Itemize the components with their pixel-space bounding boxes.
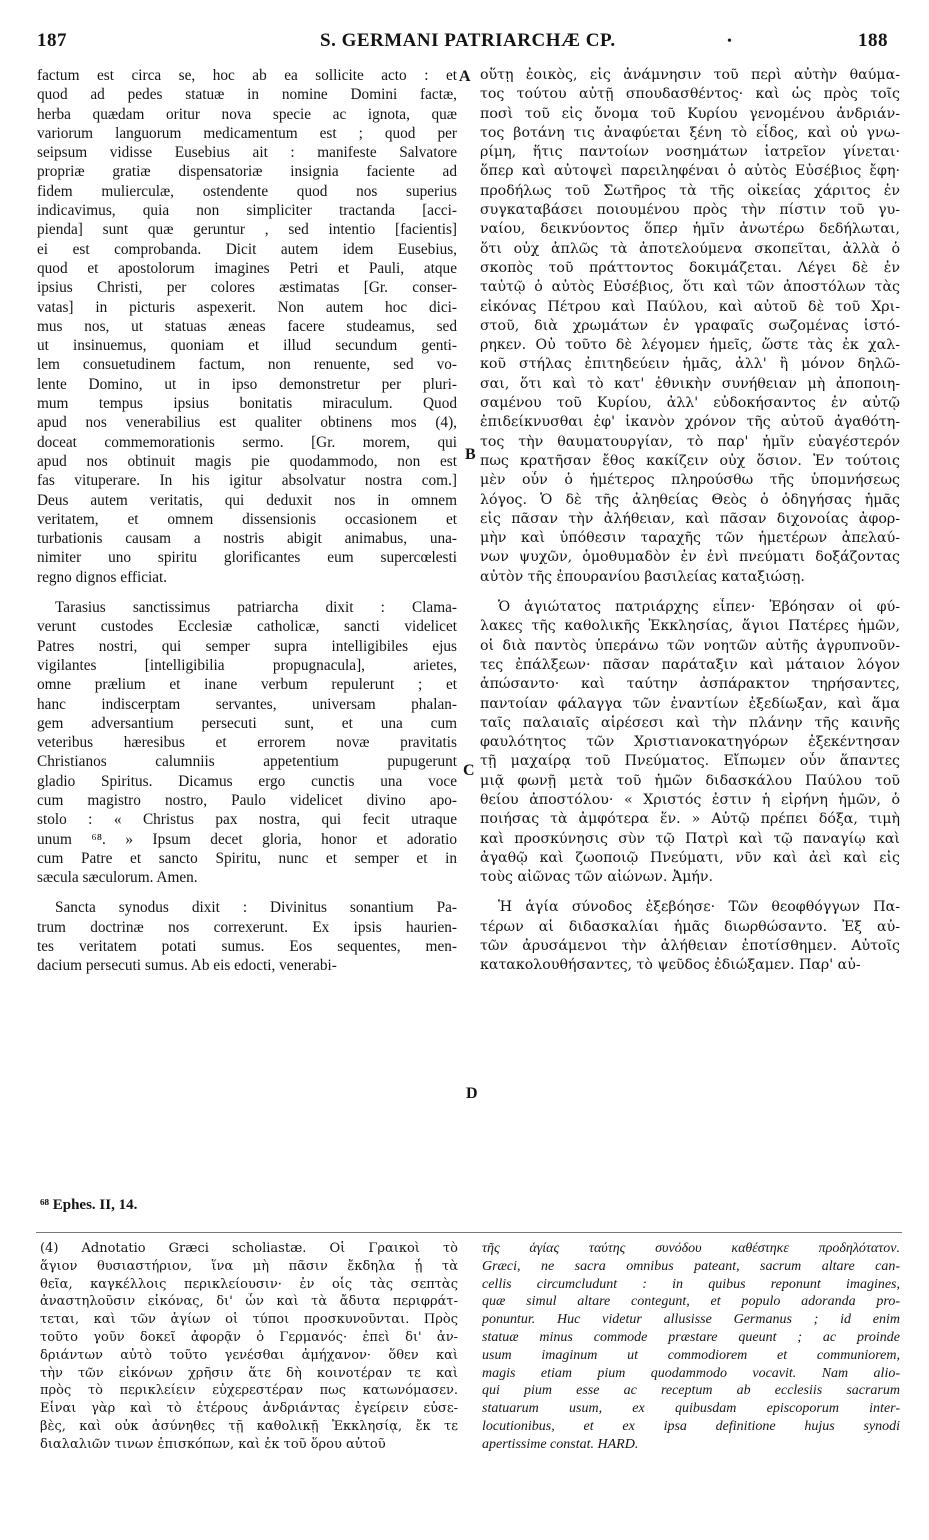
text-line: factum est circa se, hoc ab ea sollicite acto : et <box>37 67 457 84</box>
text-line: ναίου, δεικνύοντος ὅπερ ἡμῖν ἀνωτέρω δεδήλωται, <box>480 221 900 238</box>
text-line: θείου ἀποστόλου· « Χριστός ἐστιν ἡ εἰρήνη ἡμῶν, ὁ <box>480 791 900 808</box>
text-line: συγκαταβάσει ποιουμένου πρὸς τὴν πίστιν τοῦ γυ- <box>480 202 900 219</box>
text-line: sæcula sæculorum. Amen. <box>37 869 198 887</box>
text-line: λακες τῆς καθολικῆς Ἐκκλησίας, ἅγιοι Πατέρες ἡμῶν, <box>480 618 900 635</box>
footnote-divider <box>36 1232 902 1233</box>
text-line: πως κρατῆσαν ἔθος κακίζειν οὐχ ὅσιον. Ἐν τούτοις <box>480 452 900 469</box>
text-line: μὲν οὖν ὁ ἡμέτερος πληρούσθω τῆς ὑπομνήσεως <box>480 472 900 489</box>
margin-letter-d: D <box>466 1085 478 1102</box>
text-line: διαλαλιῶν τινων ἐπισκόπων, καὶ ἐκ τοῦ ὅρου αὐτοῦ <box>40 1436 386 1452</box>
text-line: οὕτῃ ἐοικὸς, εἰς ἀνάμνησιν τοῦ περὶ αὐτὴν θαύμα- <box>480 67 900 83</box>
text-line: ποιήσας τὰ ἀμφότερα ἕν. » Αὐτῷ πρέπει δόξα, τιμὴ <box>480 811 900 828</box>
text-line: δριάντων αὐτὸ τοῦτο γενέσθαι ἀμήχανον· ὅθεν καὶ <box>40 1347 458 1363</box>
paragraph-gap <box>480 887 900 898</box>
text-line: τῆς ἁγίας ταύτης συνόδου καθέστηκε προδηλότατον. <box>482 1241 900 1256</box>
paragraph-gap <box>480 587 900 598</box>
text-line: indicavimus, quia non simpliciter tractanda [acci- <box>37 202 457 220</box>
text-line: κοῦ στήλας ἐπιτηδεύειν ἡμᾶς, ἀλλ' ἢ μόνον δηλῶ- <box>480 356 900 373</box>
text-line: ponuntur. Huc videtur allusisse Germanus ; id enim <box>482 1312 900 1328</box>
text-line: ἀγαθῷ καὶ ζωοποιῷ Πνεύματι, νῦν καὶ ἀεὶ καὶ εἰς <box>480 849 900 866</box>
text-line: verunt custodes Ecclesiæ catholicæ, sancti videlicet <box>37 618 457 636</box>
text-line: ἀπώσαντο· καὶ ταύτην ἀσπάρακτον τηρήσαντες, <box>480 676 900 693</box>
text-line: σκοπὸς τοῦ πράττοντος δοκιμάζεται. Λέγει δὲ ἐν <box>480 259 900 276</box>
text-line: quæ simul altare contegunt, et populo adoranda pro- <box>482 1294 900 1310</box>
text-line: ταῖς παλαιαῖς αἱρέσεσι καὶ τὴν πλάνην τῆς καινῆς <box>480 714 900 731</box>
text-line: variorum languorum medicamentum est ; quod per <box>37 124 457 142</box>
margin-letter-c: C <box>463 762 475 779</box>
text-line: omne prælium et inane verbum repulerunt ; et <box>37 676 457 694</box>
text-line: ἅγιον θυσιαστήριον, ἵνα μὴ πᾶσιν ἔκδηλα ᾖ τὰ <box>40 1258 458 1274</box>
text-line: pienda] sunt quæ geruntur , sed intentio [facientis] <box>37 221 457 239</box>
text-line: cum magistro nostro, Paulo videlicet divino apo- <box>37 791 457 809</box>
text-line: propriæ gratiæ dispensatoriæ insignia faciente ad <box>37 163 457 181</box>
text-line: mum tempus ipsius bonitatis miraculum. Quod <box>37 395 457 413</box>
paragraph-gap <box>37 587 457 598</box>
text-line: mus nos, ut statuas æneas facere studeamus, sed <box>37 317 457 335</box>
text-line: fidem mulierculæ, ostendente quod nos superius <box>37 182 457 200</box>
page-number-right: 188 <box>858 30 888 51</box>
text-line: gladio Spiritus. Dicamus ergo cunctis una voce <box>37 772 457 790</box>
scholiast-note-left <box>40 1240 458 1454</box>
text-line: ποσὶ τοῦ εἰς ὄνομα τοῦ Κυρίου γενομένου ἀνδριάν- <box>480 105 900 122</box>
text-line: καὶ προσκύνησις σὺν τῷ Πατρὶ καὶ τῷ παναγίῳ καὶ <box>480 830 900 847</box>
text-line: τεται, καὶ τῶν ἁγίων οἱ τύποι προσκυνοῦνται. Πρὸς <box>40 1312 458 1328</box>
text-line: regno dignos efficiat. <box>37 568 168 586</box>
text-line: vigilantes [intelligibilia propugnacula], arietes, <box>37 656 457 674</box>
text-line: doceat commemorationis sermo. [Gr. morem, qui <box>37 433 457 451</box>
text-line: εἰκόνας Πέτρου καὶ Παύλου, καὶ αὐτοῦ δὲ τοῦ Χρι- <box>480 298 900 315</box>
text-line: ὅτι οὐχ ἁπλῶς τὰ ἀποτελούμενα σκοπεῖται, ἀλλὰ ὁ <box>480 240 900 257</box>
margin-letter-b: B <box>465 446 476 463</box>
paragraph-gap <box>37 887 457 898</box>
text-line: apertissime constat. HARD. <box>482 1436 639 1452</box>
page-number-left: 187 <box>37 30 67 51</box>
text-line: quod ad pedes statuæ in nomine Domini factæ, <box>37 86 457 104</box>
text-line: φαυλότητος τῶν Χριστιανοκατηγόρων ἐξεκέντησαν <box>480 734 900 751</box>
text-line: vatas] in picturis aspexerit. Non autem hoc dici- <box>37 298 457 316</box>
text-line: tes veritatem potati sumus. Eos sequentes, men- <box>37 938 457 956</box>
text-line: παντοίαν φάλαγγα τῶν ἐναντίων ἐξεδίωξαν, καὶ ἅμα <box>480 695 900 712</box>
ink-speck: • <box>727 34 732 49</box>
text-line: τος τούτου αὐτῇ σπουδασθέντος· καὶ ὡς πρὸς τοῖς <box>480 86 900 103</box>
text-line: εἰς πᾶσαν τὴν ἀλήθειαν, καὶ πᾶσαν διχονοίας ἀφορ- <box>480 510 900 527</box>
text-line: unum ⁶⁸. » Ipsum decet gloria, honor et adoratio <box>37 830 457 848</box>
text-line: σαμένου τοῦ Κυρίου, ἀλλ' εὐδοκήσαντος ἐν αὐτῷ <box>480 395 900 412</box>
text-line: στοῦ, διὰ χρωμάτων ἐν γραφαῖς σωζομένας ἱστό- <box>480 317 900 334</box>
text-line: cellis circumcludunt : in quibus reponunt imagines, <box>482 1276 900 1292</box>
scholiast-note-right <box>482 1240 900 1454</box>
text-line: ταὐτῷ ὁ αὐτὸς Εὐσέβιος, ὅτι καὶ τῶν ἀποστόλων τὰς <box>480 279 900 296</box>
text-line: τοῦτο γοῦν δοκεῖ ἀφορᾷν ὁ Γερμανός· ἐπεὶ δι' ἀν- <box>40 1329 458 1345</box>
text-line: Deus autem veritatis, qui deduxit nos in omnem <box>37 491 457 509</box>
text-line: herba quædam oritur nova specie ac ignota, quæ <box>37 105 457 123</box>
text-line: τέρων αἱ διδασκαλίαι ἡμᾶς διωρθώσαντο. Ἐξ αὐ- <box>480 918 900 935</box>
text-line: ei est comprobanda. Dicit autem idem Eusebius, <box>37 240 457 258</box>
text-line: cum Patre et sancto Spiritu, nunc et semper et in <box>37 849 457 867</box>
text-line: λόγος. Ὁ δὲ τῆς ἀληθείας Θεὸς ὁ ὁδηγήσας ἡμᾶς <box>480 491 900 508</box>
text-line: nimiter uno spiritu glorificantes eum supercœlesti <box>37 549 457 567</box>
text-line: βὲς, καὶ οὐκ ἀσύνηθες τῇ καθολικῇ Ἐκκλησίᾳ, ἔκ τε <box>40 1418 458 1434</box>
text-line: αὐτὸν τῆς ἐπουρανίου βασιλείας καταξιώσῃ. <box>480 568 805 585</box>
margin-letter-a: A <box>459 68 471 85</box>
text-line: τὴν τῶν εἰκόνων χρῆσιν ἅτε δὴ κοινοτέραν τε καὶ <box>40 1365 458 1381</box>
text-line: dacium persecuti sumus. Ab eis edocti, venerabi- <box>37 957 337 975</box>
text-line: Tarasius sanctissimus patriarcha dixit : Clama- <box>55 599 457 617</box>
text-line: fas vituperare. In his igitur absolvatur nostra com.] <box>37 472 457 490</box>
text-line: Ἡ ἁγία σύνοδος ἐξεβόησε· Τῶν θεοφθόγγων Πα- <box>498 899 900 916</box>
text-line: ὅπερ καὶ αὐτοψεὶ παρειληφέναι ὁ αὐτὸς Εὐσέβιος ἔφη· <box>480 163 900 180</box>
text-line: quod et apostolorum imagines Petri et Pauli, atque <box>37 259 457 277</box>
text-line: ipsius Christi, per colores æstimatas [Gr. conser- <box>37 279 457 297</box>
text-line: Sancta synodus dixit : Divinitus sonantium Pa- <box>55 899 457 917</box>
text-line: veteribus hæresibus et errorem novæ pravitatis <box>37 734 457 752</box>
text-line: νων ψυχῶν, ὁμοθυμαδὸν ἐν ἑνὶ πνεύματι δοξάζοντας <box>480 549 900 566</box>
text-line: (4) Adnotatio Græci scholiastæ. Οἱ Γραικοὶ τὸ <box>40 1241 458 1256</box>
text-line: ἀναστηλοῦσιν εἰκόνας, δι' ὧν καὶ τὰ ἄδυτα περιφράτ- <box>40 1294 458 1310</box>
text-line: trum doctrinæ nos correxerunt. Ex ipsis haurien- <box>37 918 457 936</box>
text-line: gem adversantium persecuti sunt, et una cum <box>37 714 457 732</box>
text-line: qui pium esse ac receptum ab ecclesiis sacrarum <box>482 1383 900 1399</box>
latin-column <box>37 66 457 976</box>
text-line: usum imaginum ut commodiorem et communiorem, <box>482 1347 900 1363</box>
text-line: Græci, ne sacra omnibus pateant, sacrum altare can- <box>482 1258 900 1274</box>
text-line: θεῖα, καγκέλλοις περικλείουσιν· ἐν οἷς τὰς σεπτὰς <box>40 1276 458 1292</box>
text-line: τες ἐπάλξεων· πᾶσαν παράταξιν καὶ μάταιον λόγον <box>480 656 900 673</box>
text-line: τῶν ἀρυσάμενοι τὴν ἀλήθειαν ἐποτίσθημεν. Αὐτοῖς <box>480 938 900 955</box>
greek-column <box>480 66 900 976</box>
text-line: πρὸς τὸ περικλείειν εὐχερεστέραν πως κατωνόμασεν. <box>40 1383 458 1399</box>
text-line: hanc indiscerptam servantes, universam phalan- <box>37 695 457 713</box>
text-line: τος τὴν θαυματουργίαν, τὸ παρ' ἡμῖν εὐαγέστερόν <box>480 433 900 450</box>
text-line: apud nos obtinuit magis pie quodammodo, non est <box>37 452 457 470</box>
text-line: magis etiam pium quodammodo vocavit. Nam alio- <box>482 1365 900 1381</box>
text-line: τῇ μαχαίρᾳ τοῦ Πνεύματος. Εἴπωμεν οὖν ἅπαντες <box>480 753 900 770</box>
text-line: ρίμη, ἥτις παντοίων νοσημάτων ἰατρεῖον γίνεται· <box>480 144 900 161</box>
text-line: οἱ διὰ παντὸς ὑπεράνω τῶν νοητῶν αὐτῆς ἀγρυπνοῦν- <box>480 637 900 654</box>
text-line: σαι, ὅτι καὶ τὸ κατ' ἐθνικὴν συνήθειαν μὴ ἀποποιη- <box>480 375 900 392</box>
text-line: μιᾷ φωνῇ μετὰ τοῦ ἡμῶν διδασκάλου Παύλου τοῦ <box>480 772 900 789</box>
text-line: ρηκεν. Οὐ τοῦτο δὲ λέγομεν ἡμεῖς, ὥστε τὰς ἐκ χαλ- <box>480 337 900 354</box>
text-line: apud nos venerabilius est qualiter obtinens mos (4), <box>37 414 457 432</box>
text-line: κατακολουθήσαντες, τὸ ψεῦδος ἐδιώξαμεν. Παρ' αὐ- <box>480 957 861 974</box>
text-line: statuarum usum, ex quibusdam episcoporum inter- <box>482 1401 900 1417</box>
text-line: seipsum vidisse Eusebius ait : manifeste Salvatore <box>37 144 457 162</box>
text-line: veritatem, et omnem dissensionis occasionem et <box>37 510 457 528</box>
text-line: Εἶναι γὰρ καὶ τὸ ἑτέρους ἀνδριάντας ἐγείρειν εὐσε- <box>40 1401 458 1417</box>
text-line: turbationis causam a nostris abigit animabus, una- <box>37 530 457 548</box>
text-line: τος βοτάνη τις ἀναφύεται ξένη τὸ εἶδος, καὶ οὐ γνω- <box>480 124 900 141</box>
running-title: S. GERMANI PATRIARCHÆ CP. <box>320 30 616 51</box>
text-line: statuæ minus commode præstare queunt ; ac proinde <box>482 1329 900 1345</box>
text-line: lente Domino, ut in ipso demonstretur per pluri- <box>37 375 457 393</box>
text-line: locutionibus, et ex ipsa definitione hujus synodi <box>482 1418 900 1434</box>
text-line: Christianos calumniis appetentium pupugerunt <box>37 753 457 771</box>
text-line: lem consuetudinem factum, non renuente, sed vo- <box>37 356 457 374</box>
text-line: stolo : « Christus pax nostra, qui fecit utraque <box>37 811 457 829</box>
text-line: ut insinuemus, quoniam et illud secundum genti- <box>37 337 457 355</box>
text-line: μὴν καὶ ὑπόθεσιν ταραχῆς τῶν ἡμετέρων ἀπελαύ- <box>480 530 900 547</box>
text-line: Patres nostri, qui semper supra intelligibiles ejus <box>37 637 457 655</box>
scripture-footnote: ⁶⁸ Ephes. II, 14. <box>40 1197 138 1213</box>
text-line: προδήλως τοῦ Σωτῆρος τὰ τῆς οἰκείας χάριτος ἐν <box>480 182 900 199</box>
text-line: Ὁ ἁγιώτατος πατριάρχης εἶπεν· Ἐβόησαν οἱ φύ- <box>498 599 900 616</box>
text-line: ἐπιδείκνυσθαι ἐφ' ἱκανὸν χρόνον τῆς αὐτοῦ ἀγαθότη- <box>480 414 900 431</box>
text-line: τοὺς αἰῶνας τῶν αἰώνων. Ἀμήν. <box>480 869 714 886</box>
